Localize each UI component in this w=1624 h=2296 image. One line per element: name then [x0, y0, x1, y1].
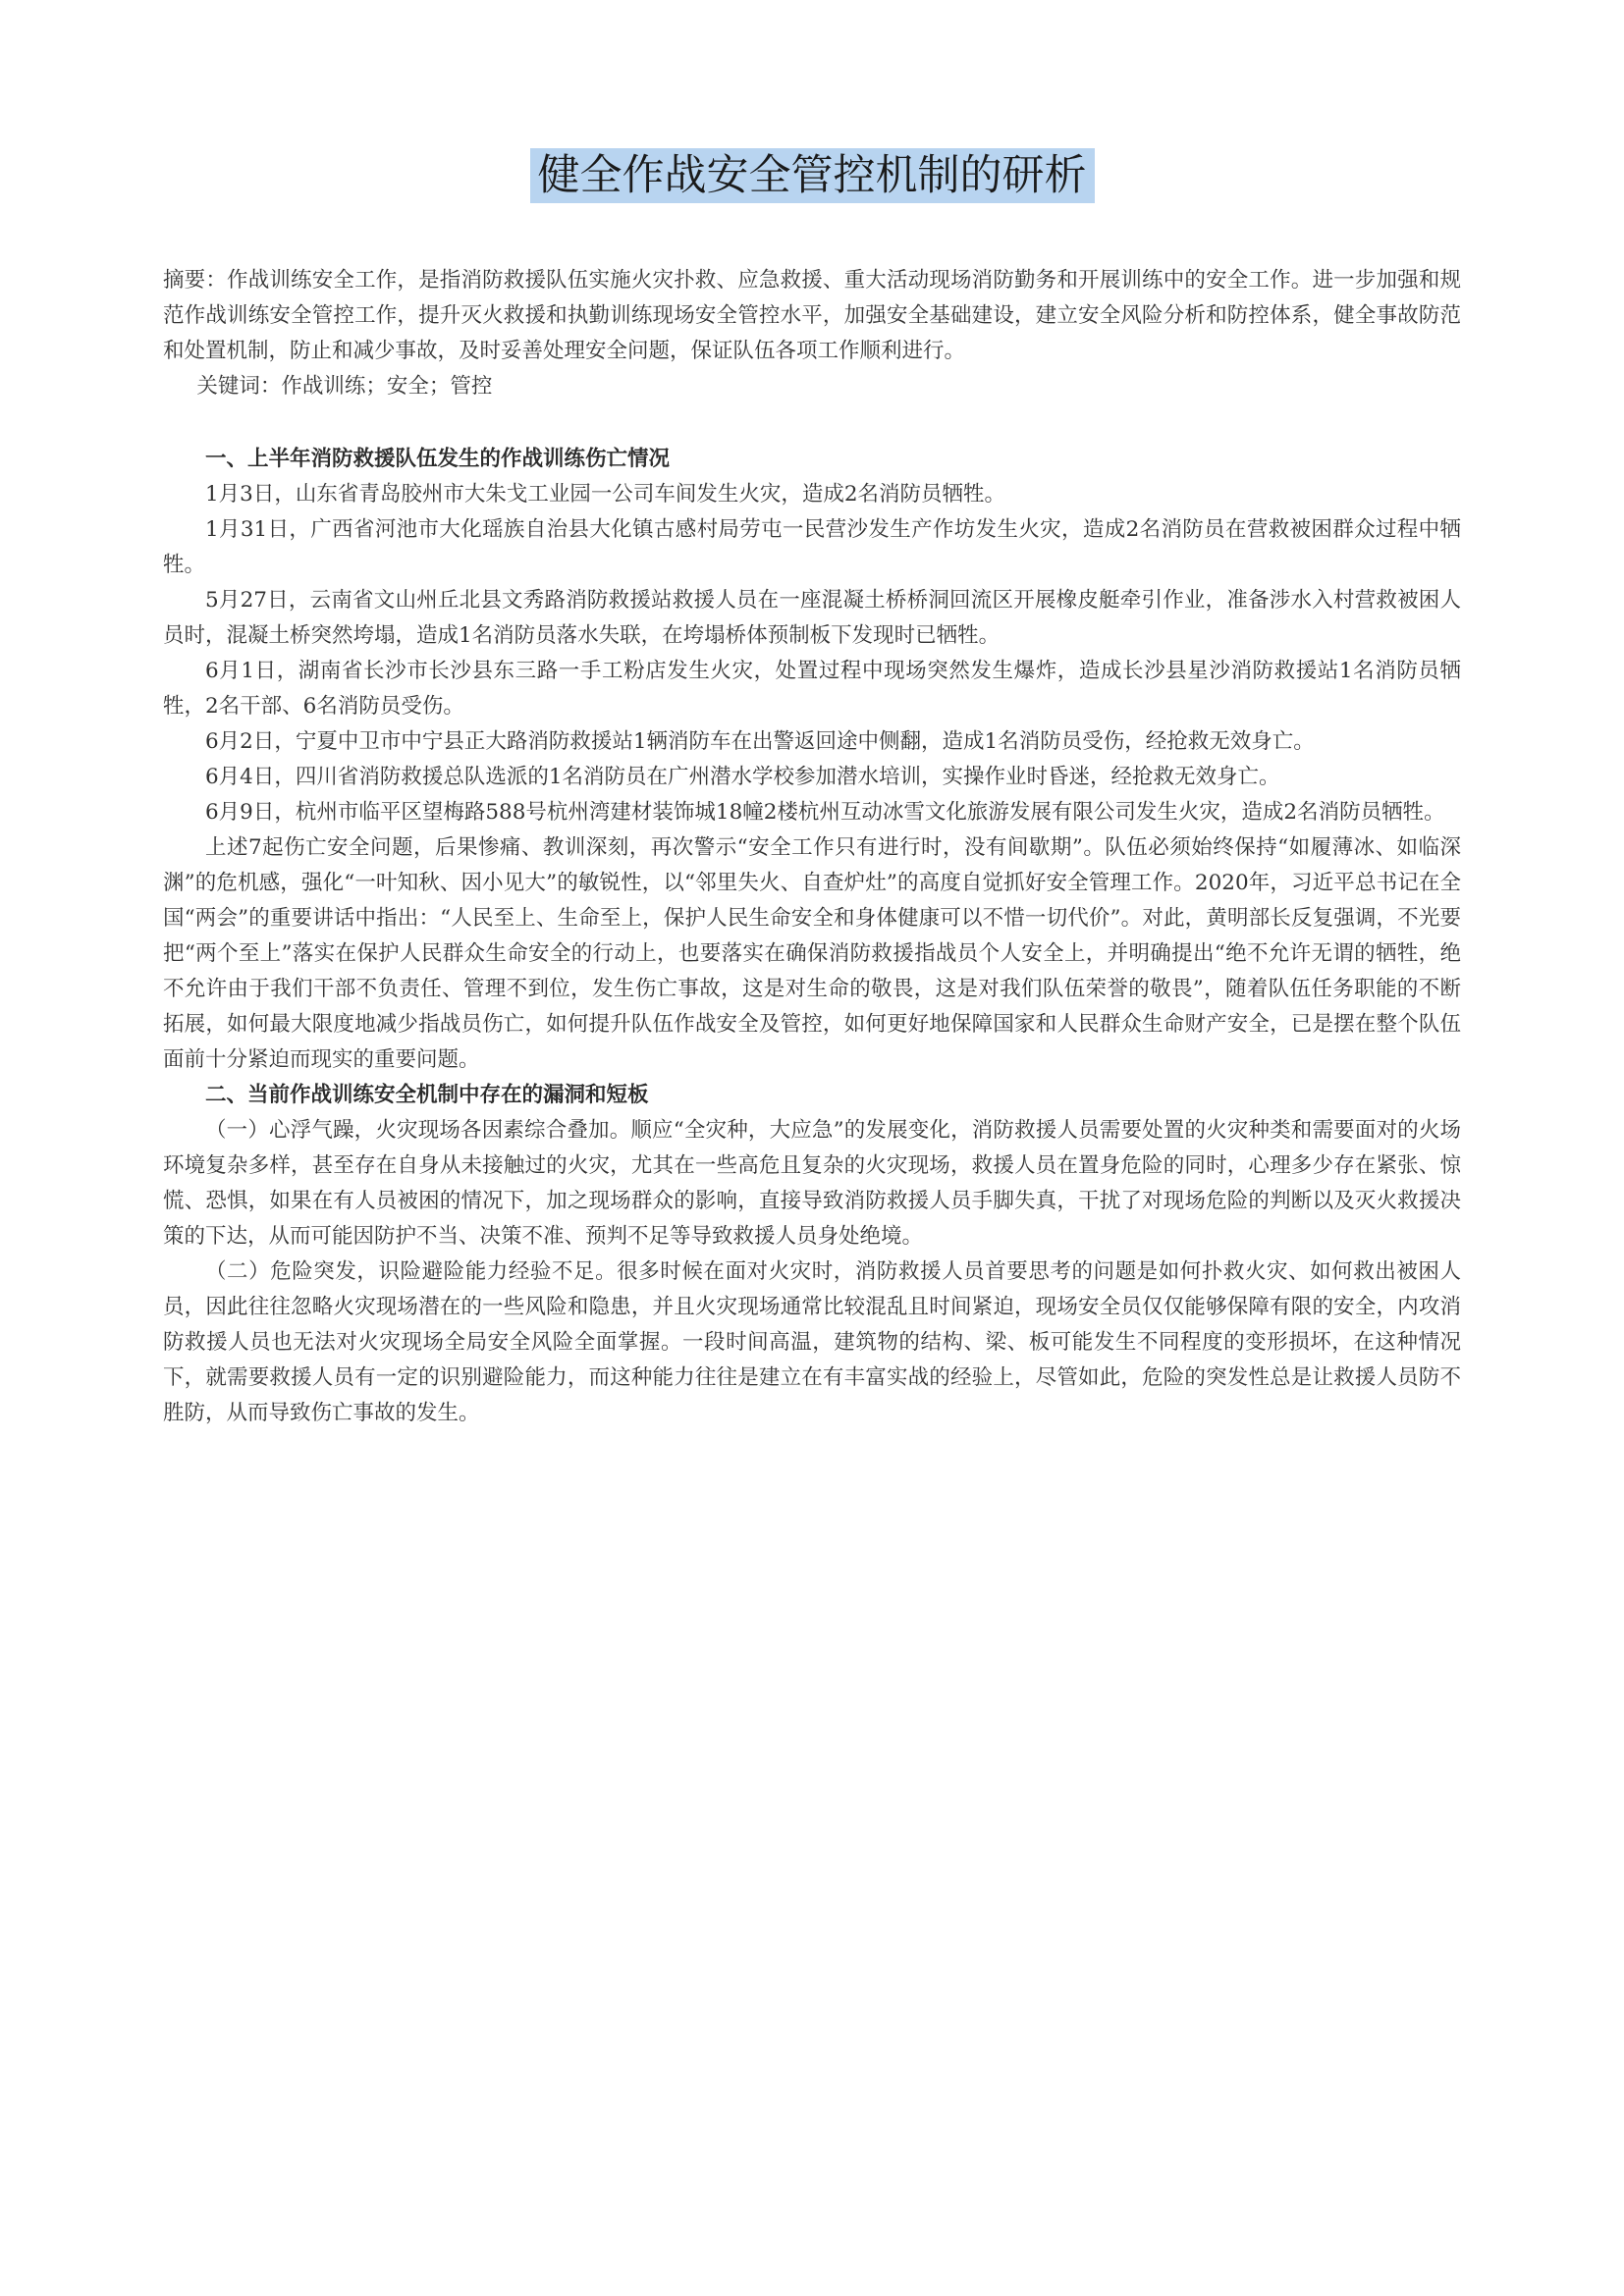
- section-1-paragraph-5: 6月2日，宁夏中卫市中宁县正大路消防救援站1辆消防车在出警返回途中侧翻，造成1名消防员受伤，经抢救无效身亡。: [205, 729, 1315, 754]
- section-1-heading: 一、上半年消防救援队伍发生的作战训练伤亡情况: [205, 447, 671, 471]
- section-2-heading: 二、当前作战训练安全机制中存在的漏洞和短板: [205, 1083, 649, 1107]
- section-1-paragraph-4: 6月1日，湖南省长沙市长沙县东三路一手工粉店发生火灾，处置过程中现场突然发生爆炸，造成长沙县星沙消防救援站1名消防员牺牲，2名干部、6名消防员受伤。: [163, 659, 1461, 719]
- section-1-paragraph-3: 5月27日，云南省文山州丘北县文秀路消防救援站救援人员在一座混凝土桥桥洞回流区开展橡皮艇牵引作业，准备涉水入村营救被困人员时，混凝土桥突然垮塌，造成1名消防员落水失联，在垮塌桥体预制板下发现时已牺牲。: [163, 588, 1461, 648]
- title-highlighted-text: 健全作战安全管控机制的研析: [530, 148, 1095, 203]
- section-1-paragraph-7: 6月9日，杭州市临平区望梅路588号杭州湾建材装饰城18幢2楼杭州互动冰雪文化旅游发展有限公司发生火灾，造成2名消防员牺牲。: [205, 800, 1445, 825]
- section-1-paragraph-8: 上述7起伤亡安全问题，后果惨痛、教训深刻，再次警示“安全工作只有进行时，没有间歇期”。队伍必须始终保持“如履薄冰、如临深渊”的危机感，强化“一叶知秋、因小见大”的敏锐性，以“邻里失火、自查炉灶”的高度自觉抓好安全管理工作。2020年，习近平总书记在全国“两会”的重要讲话中指出：“人民至上、生命至上，保护人民生命安全和身体健康可以不惜一切代价”。对此，黄明部长反复强调，不光要把“两个至上”落实在保护人民群众生命安全的行动上，也要落实在确保消防救援指战员个人安全上，并明确提出“绝不允许无谓的牺牲，绝不允许由于我们干部不负责任、管理不到位，发生伤亡事故，这是对生命的敬畏，这是对我们队伍荣誉的敬畏”，随着队伍任务职能的不断拓展，如何最大限度地减少指战员伤亡，如何提升队伍作战安全及管控，如何更好地保障国家和人民群众生命财产安全，已是摆在整个队伍面前十分紧迫而现实的重要问题。: [163, 835, 1461, 1072]
- abstract-paragraph: 摘要：作战训练安全工作，是指消防救援队伍实施火灾扑救、应急救援、重大活动现场消防勤务和开展训练中的安全工作。进一步加强和规范作战训练安全管控工作，提升灭火救援和执勤训练现场安全管控水平，加强安全基础建设，建立安全风险分析和防控体系，健全事故防范和处置机制，防止和减少事故，及时妥善处理安全问题，保证队伍各项工作顺利进行。: [163, 268, 1461, 363]
- section-1-paragraph-1: 1月3日，山东省青岛胶州市大朱戈工业园一公司车间发生火灾，造成2名消防员牺牲。: [205, 482, 1006, 507]
- document-title: [163, 145, 1461, 206]
- section-1-paragraph-2: 1月31日，广西省河池市大化瑶族自治县大化镇古感村局劳屯一民营沙发生产作坊发生火灾，造成2名消防员在营救被困群众过程中牺牲。: [163, 517, 1461, 577]
- section-1-paragraph-6: 6月4日，四川省消防救援总队选派的1名消防员在广州潜水学校参加潜水培训，实操作业时昏迷，经抢救无效身亡。: [205, 765, 1280, 789]
- section-2-paragraph-1: （一）心浮气躁，火灾现场各因素综合叠加。顺应“全灾种，大应急”的发展变化，消防救援人员需要处置的火灾种类和需要面对的火场环境复杂多样，甚至存在自身从未接触过的火灾，尤其在一些高危且复杂的火灾现场，救援人员在置身危险的同时，心理多少存在紧张、惊慌、恐惧，如果在有人员被困的情况下，加之现场群众的影响，直接导致消防救援人员手脚失真，干扰了对现场危险的判断以及灭火救援决策的下达，从而可能因防护不当、决策不准、预判不足等导致救援人员身处绝境。: [163, 1118, 1461, 1249]
- keywords-line: 关键词：作战训练；安全；管控: [196, 374, 493, 399]
- section-2-paragraph-2: （二）危险突发，识险避险能力经验不足。很多时候在面对火灾时，消防救援人员首要思考的问题是如何扑救火灾、如何救出被困人员，因此往往忽略火灾现场潜在的一些风险和隐患，并且火灾现场通常比较混乱且时间紧迫，现场安全员仅仅能够保障有限的安全，内攻消防救援人员也无法对火灾现场全局安全风险全面掌握。一段时间高温，建筑物的结构、梁、板可能发生不同程度的变形损坏，在这种情况下，就需要救援人员有一定的识别避险能力，而这种能力往往是建立在有丰富实战的经验上，尽管如此，危险的突发性总是让救援人员防不胜防，从而导致伤亡事故的发生。: [163, 1259, 1461, 1425]
